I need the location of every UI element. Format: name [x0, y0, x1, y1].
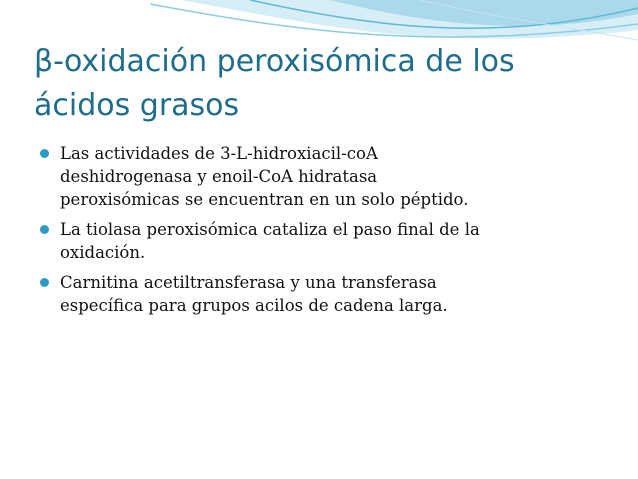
- bullet-item: [40, 271, 610, 317]
- slide-title: [34, 40, 624, 128]
- bullet-line: peroxisómicas se encuentran en un solo péptido.: [60, 190, 469, 209]
- bullet-line: específica para grupos acilos de cadena larga.: [60, 296, 448, 315]
- slide-title-line-1: β-oxidación peroxisómica de los: [34, 44, 515, 79]
- bullet-dot-icon: [40, 149, 49, 158]
- bullet-line: deshidrogenasa y enoil-CoA hidratasa: [60, 167, 378, 186]
- bullet-item: [40, 218, 610, 264]
- bullet-line: oxidación.: [60, 243, 146, 262]
- slide-title-line-2: ácidos grasos: [34, 88, 240, 123]
- bullet-dot-icon: [40, 225, 49, 234]
- bullet-line: La tiolasa peroxisómica cataliza el paso final de la: [60, 220, 480, 239]
- bullet-dot-icon: [40, 278, 49, 287]
- bullet-item: [40, 142, 610, 211]
- bullet-line: Carnitina acetiltransferasa y una transferasa: [60, 273, 437, 292]
- bullet-line: Las actividades de 3-L-hidroxiacil-coA: [60, 144, 378, 163]
- bullet-list: [40, 142, 610, 324]
